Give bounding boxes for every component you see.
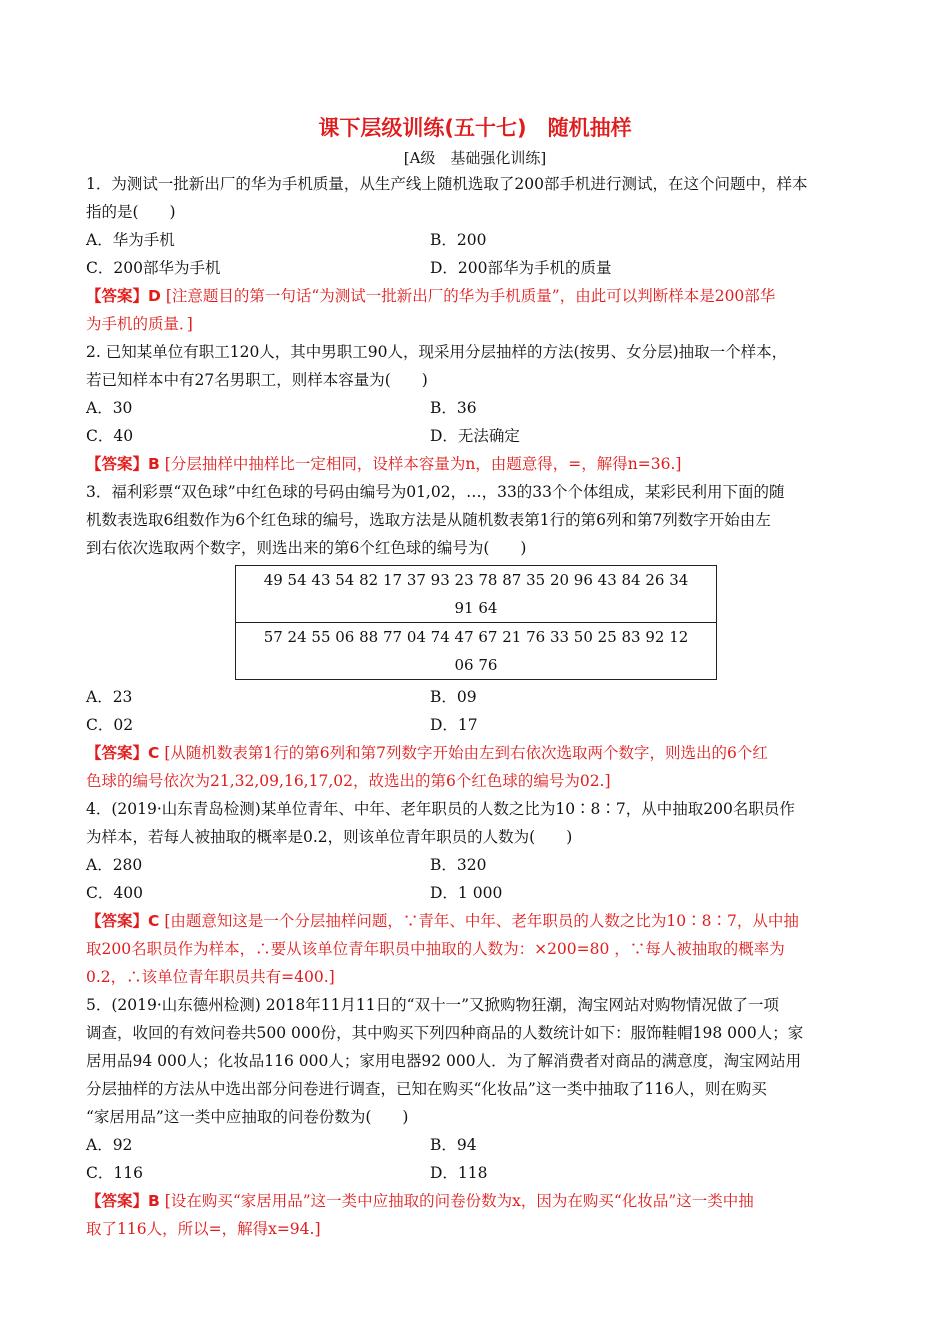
option-b: B．94	[430, 1136, 477, 1154]
question-stem-line: 指的是( )	[86, 203, 176, 221]
answer-text: 0.2，∴该单位青年职员共有=400.]	[86, 968, 335, 986]
table-row	[236, 623, 717, 680]
section-subtitle: [A级 基础强化训练]	[403, 149, 547, 167]
answer-block	[86, 907, 868, 991]
option-c: C．40	[86, 427, 134, 445]
table-cell	[236, 623, 717, 680]
question-stem-line: 机数表选取6组数作为6个红色球的编号，选取方法是从随机数表第1行的第6列和第7列数字开始由左	[86, 511, 771, 529]
option-d: D．1 000	[430, 884, 503, 902]
options-row	[86, 394, 868, 422]
random-digits-line: 91 64	[454, 599, 498, 617]
question-3	[86, 478, 868, 795]
options-row	[86, 851, 868, 879]
answer-text: [由题意知这是一个分层抽样问题，∵青年、中年、老年职员的人数之比为10∶8∶7，从中抽	[164, 912, 799, 930]
option-d: D．无法确定	[430, 427, 520, 445]
answer-label: 【答案】B	[86, 455, 160, 473]
option-c: C．200部华为手机	[86, 259, 221, 277]
options-row	[86, 226, 868, 254]
option-a: A．华为手机	[86, 231, 175, 249]
answer-block	[86, 282, 868, 338]
answer-text: 为手机的质量．]	[86, 315, 193, 333]
options-row	[86, 711, 868, 739]
answer-label: 【答案】C	[86, 744, 160, 762]
question-stem-line: “家居用品”这一类中应抽取的问卷份数为( )	[86, 1108, 409, 1126]
question-stem-line: 居用品94 000人；化妆品116 000人；家用电器92 000人．为了解消费者对商品的满意度，淘宝网站用	[86, 1052, 802, 1070]
answer-block	[86, 450, 868, 478]
question-stem-line: 分层抽样的方法从中选出部分问卷进行调查，已知在购买“化妆品”这一类中抽取了116人，则在购买	[86, 1080, 767, 1098]
question-5	[86, 991, 868, 1243]
answer-text: [设在购买“家居用品”这一类中应抽取的问卷份数为x，因为在购买“化妆品”这一类中抽	[164, 1192, 754, 1210]
question-stem-line: 到右依次选取两个数字，则选出来的第6个红色球的编号为( )	[86, 539, 527, 557]
table-cell	[236, 566, 717, 623]
answer-text: [从随机数表第1行的第6列和第7列数字开始由左到右依次选取两个数字，则选出的6个红	[164, 744, 768, 762]
answer-text: [分层抽样中抽样比一定相同，设样本容量为n，由题意得，=，解得n=36.]	[164, 455, 682, 473]
options-row	[86, 1159, 868, 1187]
option-a: A．30	[86, 399, 133, 417]
option-a: A．280	[86, 856, 143, 874]
answer-text: 色球的编号依次为21,32,09,16,17,02，故选出的第6个红色球的编号为02.]	[86, 772, 611, 790]
option-c: C．02	[86, 716, 134, 734]
options-row	[86, 879, 868, 907]
question-list	[86, 170, 868, 1243]
option-d: D．200部华为手机的质量	[430, 259, 612, 277]
random-number-table	[235, 565, 717, 680]
question-stem-line: 2. 已知某单位有职工120人，其中男职工90人，现采用分层抽样的方法(按男、女分层)抽取一个样本，	[86, 343, 788, 361]
option-a: A．92	[86, 1136, 133, 1154]
answer-label: 【答案】C	[86, 912, 160, 930]
question-stem-line: 5．(2019·山东德州检测) 2018年11月11日的“双十一”又掀购物狂潮，淘宝网站对购物情况做了一项	[86, 996, 779, 1014]
page-title: 课下层级训练(五十七) 随机抽样	[318, 116, 632, 140]
answer-block	[86, 739, 868, 795]
answer-label: 【答案】D	[86, 287, 161, 305]
question-stem-line: 调查，收回的有效问卷共500 000份，其中购买下列四种商品的人数统计如下：服饰鞋帽198 000人；家	[86, 1024, 804, 1042]
options-row	[86, 254, 868, 282]
random-digits-line: 06 76	[454, 656, 498, 674]
question-stem-line: 为样本，若每人被抽取的概率是0.2，则该单位青年职员的人数为( )	[86, 828, 573, 846]
option-b: B．09	[430, 688, 477, 706]
answer-block	[86, 1187, 868, 1243]
option-b: B．320	[430, 856, 487, 874]
options-row	[86, 683, 868, 711]
answer-text: [注意题目的第一句话“为测试一批新出厂的华为手机质量”，由此可以判断样本是200部华	[165, 287, 776, 305]
question-stem-line: 3．福利彩票“双色球”中红色球的号码由编号为01,02，…，33的33个个体组成，某彩民利用下面的随	[86, 483, 785, 501]
answer-text: 取200名职员作为样本，∴要从该单位青年职员中抽取的人数为：×200=80 ，∵每人被抽取的概率为	[86, 940, 785, 958]
option-d: D．118	[430, 1164, 488, 1182]
option-a: A．23	[86, 688, 133, 706]
option-d: D．17	[430, 716, 478, 734]
options-row	[86, 422, 868, 450]
table-row	[236, 566, 717, 623]
answer-label: 【答案】B	[86, 1192, 160, 1210]
option-b: B．200	[430, 231, 487, 249]
options-row	[86, 1131, 868, 1159]
question-stem-line: 若已知样本中有27名男职工，则样本容量为( )	[86, 371, 428, 389]
option-c: C．116	[86, 1164, 143, 1182]
random-digits-line: 57 24 55 06 88 77 04 74 47 67 21 76 33 50 25 83 92 12	[263, 628, 689, 646]
question-4	[86, 795, 868, 991]
question-stem-line: 1．为测试一批新出厂的华为手机质量，从生产线上随机选取了200部手机进行测试，在这个问题中，样本	[86, 175, 808, 193]
question-2	[86, 338, 868, 478]
random-digits-line: 49 54 43 54 82 17 37 93 23 78 87 35 20 96 43 84 26 34	[263, 571, 689, 589]
answer-text: 取了116人，所以=，解得x=94.]	[86, 1220, 321, 1238]
question-stem-line: 4．(2019·山东青岛检测)某单位青年、中年、老年职员的人数之比为10∶8∶7，从中抽取200名职员作	[86, 800, 795, 818]
option-c: C．400	[86, 884, 143, 902]
question-1	[86, 170, 868, 338]
option-b: B．36	[430, 399, 477, 417]
